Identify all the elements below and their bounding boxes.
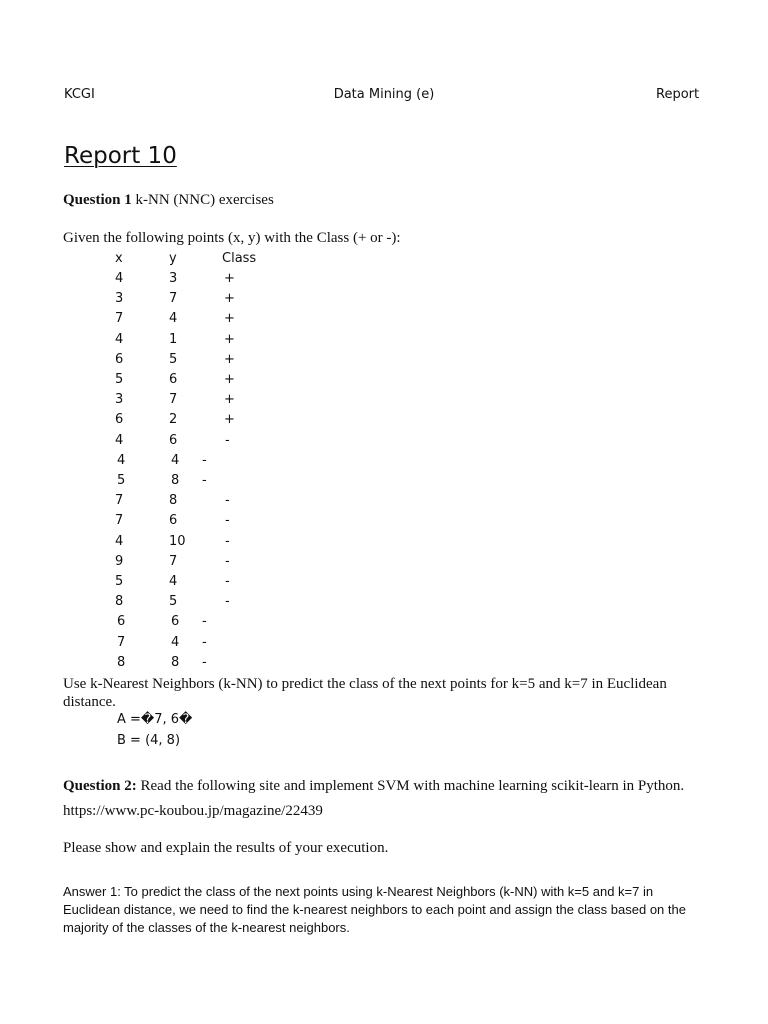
table-cell-y: 5	[169, 594, 178, 609]
table-cell-x: 6	[115, 412, 124, 427]
table-cell-class: -	[225, 433, 230, 448]
question-2-label: Question 2:	[63, 778, 137, 794]
table-cell-y: 6	[169, 513, 178, 528]
table-cell-x: 7	[117, 635, 126, 650]
table-cell-class: +	[224, 332, 235, 347]
table-cell-class: +	[224, 352, 235, 367]
table-cell-y: 4	[169, 574, 178, 589]
table-cell-y: 8	[171, 655, 180, 670]
table-cell-y: 8	[169, 493, 178, 508]
table-cell-y: 4	[171, 453, 180, 468]
table-header-y: y	[169, 251, 177, 266]
point-a: A =�7, 6�	[117, 712, 193, 727]
table-header-class: Class	[222, 251, 257, 266]
header-right: Report	[656, 87, 700, 102]
table-cell-x: 4	[115, 271, 124, 286]
table-cell-x: 7	[115, 311, 124, 326]
table-cell-x: 4	[115, 433, 124, 448]
answer-text: Answer 1: To predict the class of the next points using k-Nearest Neighbors (k-NN) with k=5 and k=7 in Euclidean distance, we need to find the k-nearest neighbors to each point and assign the class based on the majority of the classes of the k-nearest neighbors.	[63, 884, 686, 935]
table-cell-y: 6	[169, 372, 178, 387]
header-left: KCGI	[64, 87, 95, 102]
question-1-label: Question 1	[63, 192, 132, 208]
table-cell-class: -	[202, 655, 207, 670]
table-cell-y: 4	[169, 311, 178, 326]
table-cell-x: 6	[117, 614, 126, 629]
table-cell-x: 9	[115, 554, 124, 569]
table-cell-class: -	[202, 453, 207, 468]
table-cell-y: 6	[169, 433, 178, 448]
table-cell-x: 3	[115, 392, 124, 407]
task-text: Use k-Nearest Neighbors (k-NN) to predict the class of the next points for k=5 and k=7 in Euclidean distance.	[63, 676, 667, 710]
table-cell-x: 7	[115, 493, 124, 508]
table-cell-class: +	[224, 311, 235, 326]
table-cell-x: 8	[115, 594, 124, 609]
table-cell-y: 8	[171, 473, 180, 488]
table-cell-y: 3	[169, 271, 178, 286]
table-cell-x: 5	[115, 372, 124, 387]
table-cell-y: 4	[171, 635, 180, 650]
table-cell-class: -	[202, 635, 207, 650]
table-cell-x: 4	[115, 534, 124, 549]
table-cell-class: +	[224, 271, 235, 286]
table-cell-x: 8	[117, 655, 126, 670]
table-header-x: x	[115, 251, 123, 266]
table-cell-class: +	[224, 372, 235, 387]
table-cell-class: -	[225, 554, 230, 569]
table-cell-y: 7	[169, 554, 178, 569]
table-cell-x: 7	[115, 513, 124, 528]
question-2	[63, 774, 703, 824]
table-cell-x: 5	[115, 574, 124, 589]
page-title: Report 10	[64, 143, 177, 169]
table-cell-class: -	[225, 574, 230, 589]
question-2-text: Read the following site and implement SVM with machine learning scikit-learn in Python. https://www.pc-koubou.jp/magazine/22439	[63, 778, 685, 819]
table-cell-class: -	[225, 513, 230, 528]
table-cell-class: +	[224, 291, 235, 306]
table-cell-x: 4	[115, 332, 124, 347]
table-cell-y: 6	[171, 614, 180, 629]
table-cell-y: 2	[169, 412, 178, 427]
table-cell-y: 7	[169, 392, 178, 407]
table-cell-class: -	[225, 493, 230, 508]
table-cell-class: +	[224, 392, 235, 407]
table-cell-y: 10	[169, 534, 186, 549]
table-cell-class: -	[202, 614, 207, 629]
table-cell-x: 5	[117, 473, 126, 488]
header-center: Data Mining (e)	[333, 87, 435, 102]
table-cell-class: +	[224, 412, 235, 427]
table-cell-class: -	[202, 473, 207, 488]
table-cell-y: 1	[169, 332, 178, 347]
table-cell-x: 3	[115, 291, 124, 306]
table-cell-y: 5	[169, 352, 178, 367]
point-b: B = (4, 8)	[117, 733, 181, 748]
table-cell-x: 6	[115, 352, 124, 367]
question-1	[63, 192, 274, 209]
table-cell-class: -	[225, 594, 230, 609]
table-cell-class: -	[225, 534, 230, 549]
question-1-text: k-NN (NNC) exercises	[131, 192, 274, 208]
table-cell-x: 4	[117, 453, 126, 468]
explain-text: Please show and explain the results of your execution.	[63, 840, 389, 856]
intro-text: Given the following points (x, y) with the Class (+ or -):	[63, 230, 401, 246]
table-cell-y: 7	[169, 291, 178, 306]
